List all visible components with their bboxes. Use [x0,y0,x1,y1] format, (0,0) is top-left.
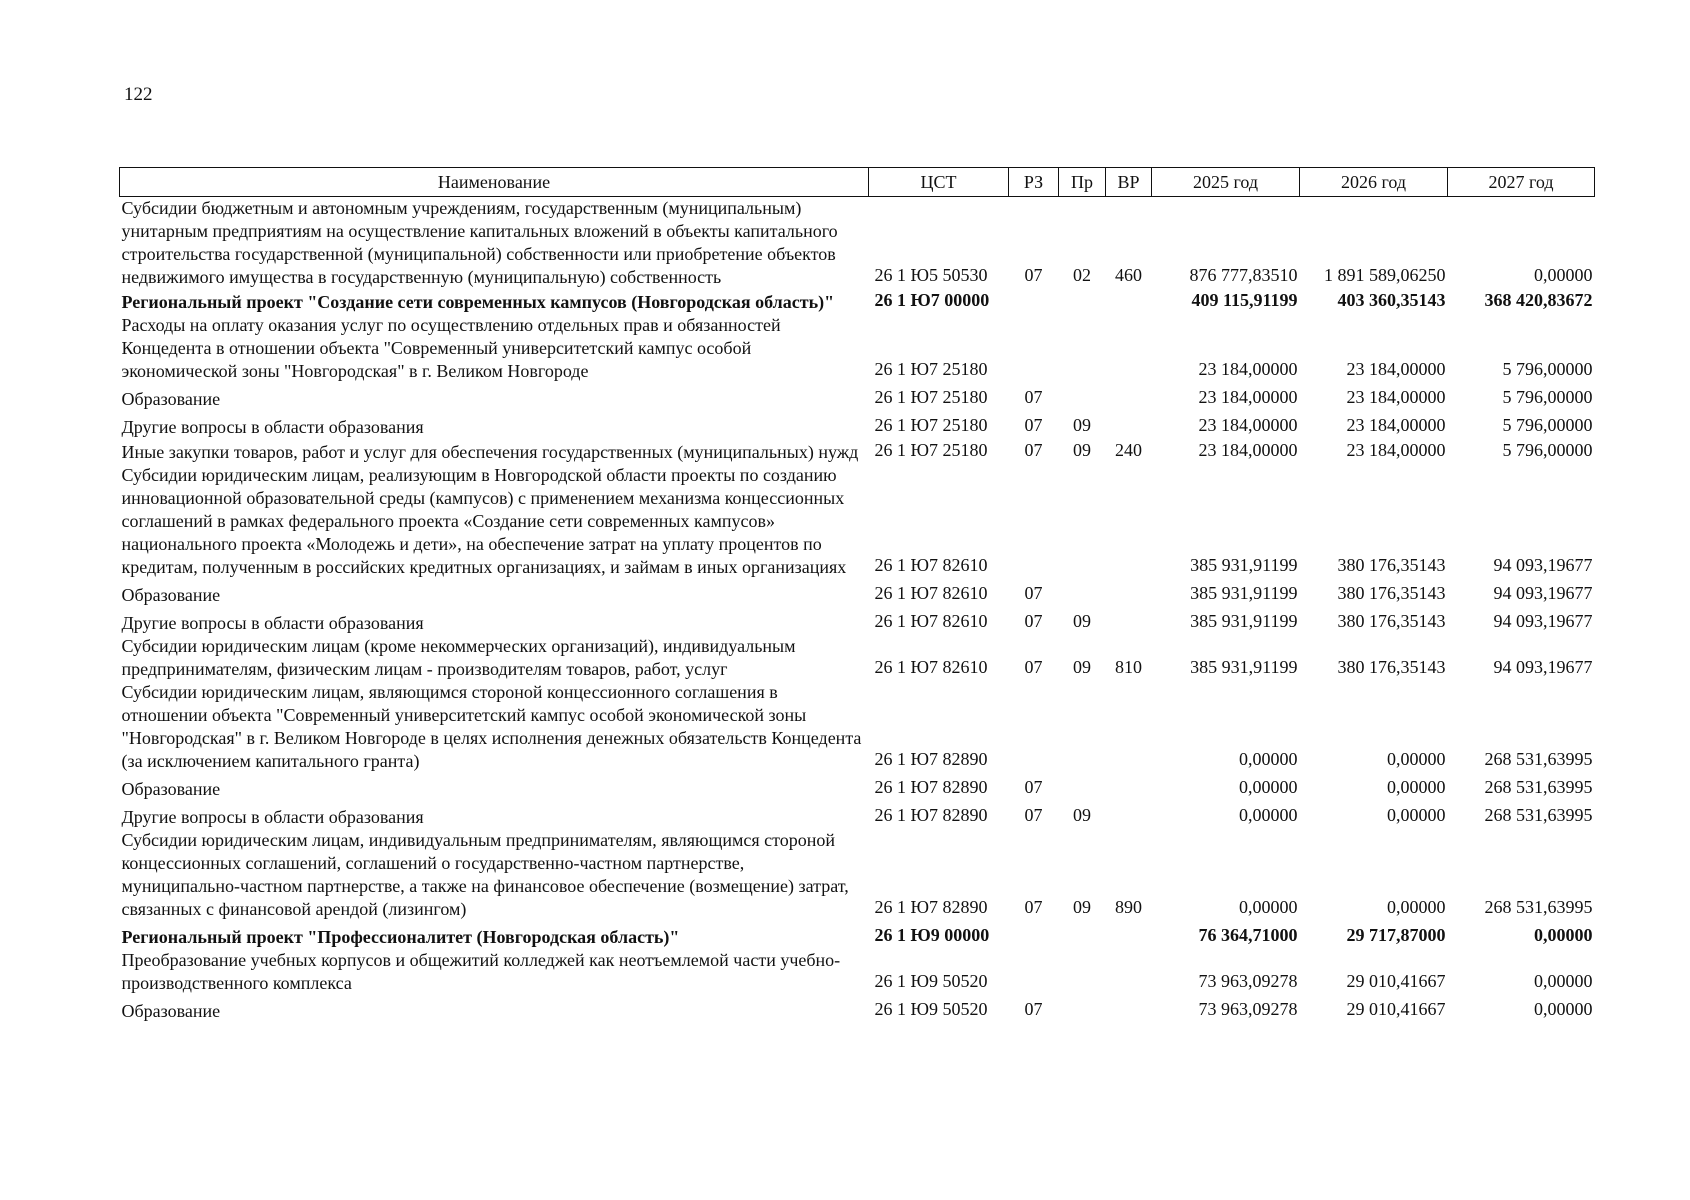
row-pr [1059,383,1106,411]
row-2025: 0,00000 [1239,749,1298,769]
row-name: Иные закупки товаров, работ и услуг для обеспечения государственных (муниципальных) нужд [121,442,859,462]
row-rz: 07 [1024,387,1043,407]
row-vr [1106,464,1152,579]
row-2026: 29 010,41667 [1346,999,1446,1019]
row-cst: 26 1 Ю7 82610 [874,555,988,575]
row-name: Образование [121,779,221,799]
row-2026: 29 717,87000 [1346,925,1446,945]
row-pr: 09 [1073,897,1091,917]
row-cst: 26 1 Ю7 82890 [874,777,988,797]
row-rz: 07 [1024,897,1043,917]
row-2025: 0,00000 [1239,777,1298,797]
row-2025: 73 963,09278 [1198,999,1298,1019]
row-2027: 5 796,00000 [1502,387,1593,407]
table-row [120,995,1595,1023]
row-name: Региональный проект "Создание сети современных кампусов (Новгородская область)" [121,292,835,312]
row-2026: 0,00000 [1387,777,1446,797]
row-rz: 07 [1024,657,1043,677]
table-row [120,411,1595,439]
row-rz: 07 [1024,440,1043,460]
row-2027: 268 531,63995 [1484,897,1593,917]
row-vr [1106,314,1152,383]
row-vr [1106,995,1152,1023]
row-cst: 26 1 Ю7 25180 [874,359,988,379]
row-pr [1059,995,1106,1023]
row-2026: 23 184,00000 [1346,359,1446,379]
row-pr [1059,921,1106,949]
row-vr [1106,607,1152,635]
row-rz: 07 [1024,583,1043,603]
row-rz [1009,289,1059,314]
row-name: Другие вопросы в области образования [121,417,424,437]
row-2027: 0,00000 [1534,925,1593,945]
row-2025: 0,00000 [1239,805,1298,825]
row-cst: 26 1 Ю9 50520 [874,999,988,1019]
row-name: Субсидии юридическим лицам (кроме некоммерческих организаций), индивидуальным предпринимателям, физическим лицам - производителям товаров, работ, услуг [121,636,796,679]
table-header-row [120,168,1595,197]
table-row [120,383,1595,411]
row-pr [1059,579,1106,607]
row-cst: 26 1 Ю7 82890 [874,749,988,769]
row-2027: 94 093,19677 [1493,555,1593,575]
header-rz: РЗ [1009,168,1059,197]
row-pr [1059,773,1106,801]
row-2027: 94 093,19677 [1493,611,1593,631]
row-2027: 0,00000 [1534,265,1593,285]
row-2025: 876 777,83510 [1189,265,1298,285]
row-pr [1059,289,1106,314]
header-vr: ВР [1106,168,1152,197]
row-pr [1059,314,1106,383]
row-2025: 73 963,09278 [1198,971,1298,991]
row-cst: 26 1 Ю7 82610 [874,583,988,603]
row-rz [1009,949,1059,995]
row-vr: 890 [1115,897,1142,917]
row-2025: 23 184,00000 [1198,387,1298,407]
row-name: Образование [121,1001,221,1021]
row-rz [1009,464,1059,579]
row-2025: 76 364,71000 [1198,925,1298,945]
row-vr: 460 [1115,265,1142,285]
row-2027: 5 796,00000 [1502,415,1593,435]
row-rz [1009,681,1059,773]
row-pr: 09 [1073,611,1091,631]
table-row [120,801,1595,829]
row-2027: 0,00000 [1534,971,1593,991]
row-name: Региональный проект "Профессионалитет (Новгородская область)" [121,927,680,947]
table-row [120,607,1595,635]
row-name: Субсидии юридическим лицам, индивидуальным предпринимателям, являющимся стороной концессионных соглашений, соглашений о государственно-частном партнерстве, муниципально-частном партнерстве, а также на финансовое обеспечение (возмещение) затрат, связанных с финансовой арендой (лизингом) [121,830,849,919]
table-row [120,464,1595,579]
table-row [120,197,1595,290]
row-2026: 23 184,00000 [1346,415,1446,435]
row-2025: 385 931,91199 [1190,555,1298,575]
row-cst: 26 1 Ю7 82610 [874,657,988,677]
row-pr [1059,949,1106,995]
row-2025: 23 184,00000 [1198,440,1298,460]
row-name: Образование [121,585,221,605]
row-rz: 07 [1024,265,1043,285]
row-2025: 409 115,91199 [1191,290,1298,310]
row-vr [1106,579,1152,607]
row-2026: 403 360,35143 [1337,290,1446,310]
row-rz: 07 [1024,611,1043,631]
row-vr [1106,411,1152,439]
row-2027: 5 796,00000 [1502,440,1593,460]
row-name: Расходы на оплату оказания услуг по осуществлению отдельных прав и обязанностей Концедента в отношении объекта "Современный университетский кампус особой экономической зоны "Новгородская" в г. Великом Новгороде [121,315,781,381]
row-name: Другие вопросы в области образования [121,613,424,633]
page-number: 122 [124,84,153,105]
row-cst: 26 1 Ю7 82610 [874,611,988,631]
row-cst: 26 1 Ю7 00000 [874,290,990,310]
row-vr [1106,949,1152,995]
row-name: Субсидии юридическим лицам, являющимся стороной концессионного соглашения в отношении объекта "Современный университетский кампус особой экономической зоны "Новгородская" в г. Великом Новгороде в целях исполнения денежных обязательств Концедента (за исключением капитального гранта) [121,682,862,771]
row-rz: 07 [1024,415,1043,435]
row-pr [1059,464,1106,579]
row-2027: 94 093,19677 [1493,583,1593,603]
row-cst: 26 1 Ю7 82890 [874,805,988,825]
row-vr [1106,921,1152,949]
row-pr: 09 [1073,440,1091,460]
row-rz: 07 [1024,805,1043,825]
row-cst: 26 1 Ю5 50530 [874,265,988,285]
table-row [120,439,1595,464]
row-2027: 268 531,63995 [1484,749,1593,769]
row-cst: 26 1 Ю7 82890 [874,897,988,917]
row-2026: 29 010,41667 [1346,971,1446,991]
row-vr: 240 [1115,440,1142,460]
row-2025: 0,00000 [1239,897,1298,917]
row-cst: 26 1 Ю7 25180 [874,440,988,460]
row-rz [1009,314,1059,383]
row-2026: 380 176,35143 [1337,555,1446,575]
row-2025: 385 931,91199 [1190,583,1298,603]
row-rz: 07 [1024,777,1043,797]
row-2027: 0,00000 [1534,999,1593,1019]
row-2027: 368 420,83672 [1484,290,1593,310]
row-2026: 380 176,35143 [1337,611,1446,631]
row-2026: 23 184,00000 [1346,440,1446,460]
row-2026: 0,00000 [1387,897,1446,917]
row-pr: 09 [1073,657,1091,677]
row-name: Преобразование учебных корпусов и общежитий колледжей как неотъемлемой части учебно-производственного комплекса [121,950,841,993]
row-2026: 380 176,35143 [1337,657,1446,677]
header-pr: Пр [1059,168,1106,197]
row-vr [1106,801,1152,829]
row-vr: 810 [1115,657,1142,677]
budget-table [119,167,1595,1023]
row-rz [1009,921,1059,949]
row-cst: 26 1 Ю9 00000 [874,925,990,945]
table-row [120,314,1595,383]
row-2027: 268 531,63995 [1484,805,1593,825]
table-row [120,921,1595,949]
row-name: Субсидии бюджетным и автономным учреждениям, государственным (муниципальным) унитарным предприятиям на осуществление капитальных вложений в объекты капитального строительства государственной (муниципальной) собственности или приобретение объектов недвижимого имущества в государственную (муниципальную) собственность [121,198,838,287]
table-row [120,681,1595,773]
header-2025: 2025 год [1152,168,1300,197]
header-2026: 2026 год [1300,168,1448,197]
row-cst: 26 1 Ю9 50520 [874,971,988,991]
row-2026: 23 184,00000 [1346,387,1446,407]
row-pr: 09 [1073,415,1091,435]
row-2027: 5 796,00000 [1502,359,1593,379]
row-pr [1059,681,1106,773]
row-cst: 26 1 Ю7 25180 [874,415,988,435]
row-2026: 380 176,35143 [1337,583,1446,603]
table-row [120,289,1595,314]
row-2025: 385 931,91199 [1190,611,1298,631]
row-2025: 385 931,91199 [1190,657,1298,677]
header-name: Наименование [120,168,869,197]
table-row [120,829,1595,921]
row-2025: 23 184,00000 [1198,359,1298,379]
row-name: Субсидии юридическим лицам, реализующим в Новгородской области проекты по созданию инновационной образовательной среды (кампусов) с применением механизма концессионных соглашений в рамках федерального проекта «Создание сети современных кампусов» национального проекта «Молодежь и дети», на обеспечение затрат на уплату процентов по кредитам, полученным в российских кредитных организациях, и займам в иных организациях [121,465,847,577]
row-vr [1106,383,1152,411]
row-2026: 1 891 589,06250 [1324,265,1446,285]
row-pr: 09 [1073,805,1091,825]
row-rz: 07 [1024,999,1043,1019]
table-row [120,635,1595,681]
row-name: Другие вопросы в области образования [121,807,424,827]
row-2027: 94 093,19677 [1493,657,1593,677]
row-2026: 0,00000 [1387,749,1446,769]
table-row [120,579,1595,607]
table-row [120,773,1595,801]
row-name: Образование [121,389,221,409]
row-cst: 26 1 Ю7 25180 [874,387,988,407]
row-vr [1106,681,1152,773]
row-2026: 0,00000 [1387,805,1446,825]
header-cst: ЦСТ [869,168,1009,197]
row-vr [1106,289,1152,314]
header-2027: 2027 год [1448,168,1595,197]
row-pr: 02 [1073,265,1091,285]
table-row [120,949,1595,995]
row-vr [1106,773,1152,801]
row-2027: 268 531,63995 [1484,777,1593,797]
row-2025: 23 184,00000 [1198,415,1298,435]
